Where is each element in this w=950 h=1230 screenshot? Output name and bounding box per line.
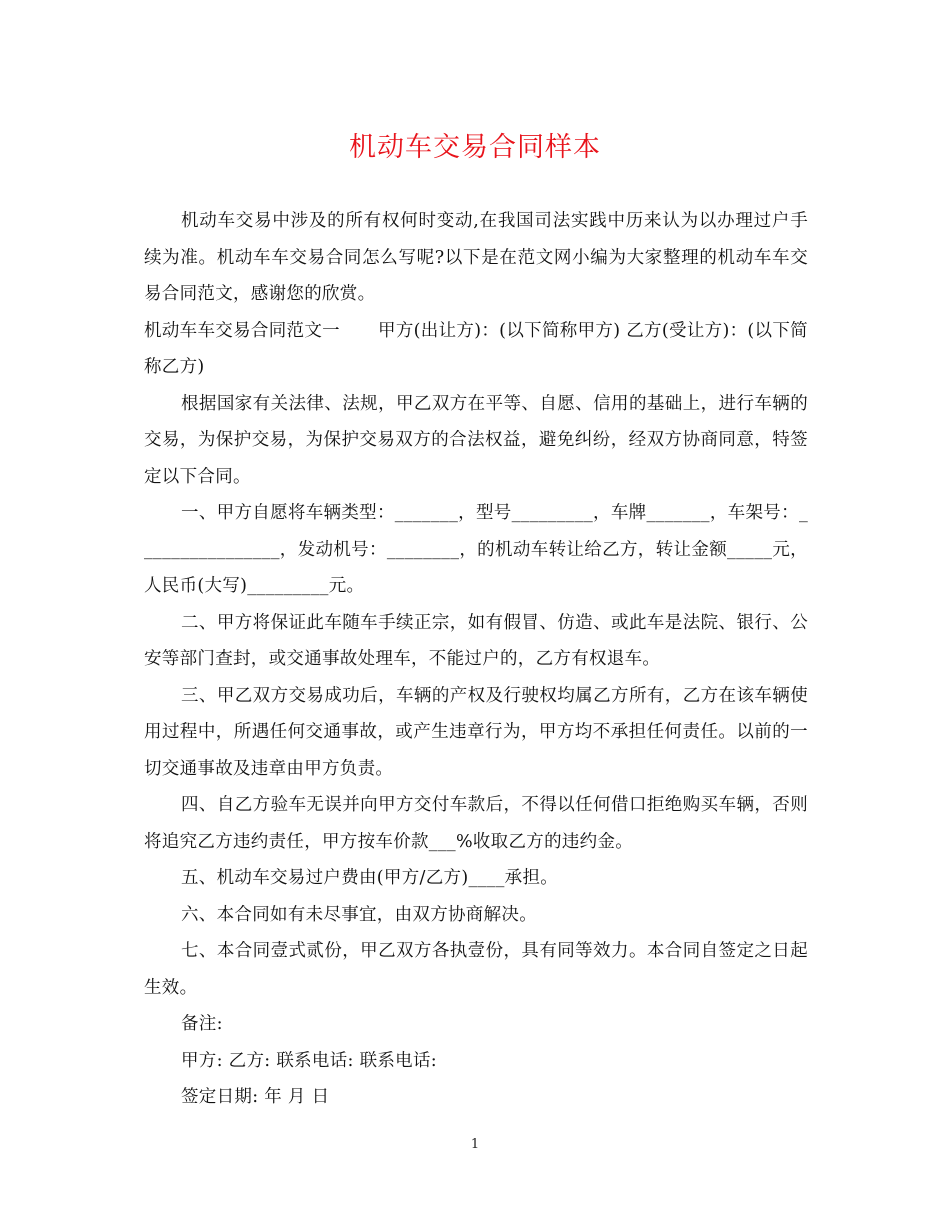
page-number: 1 — [470, 1137, 480, 1152]
parties-text: 甲方(出让方)：(以下简称甲方) 乙方(受让方)：(以下简称乙方) — [144, 320, 808, 377]
preamble-paragraph: 根据国家有关法律、法规，甲乙双方在平等、自愿、信用的基础上，进行车辆的交易，为保护交易，为保护交易双方的合法权益，避免纠纷，经双方协商同意，特签定以下合同。 — [144, 393, 808, 487]
remarks-line: 备注: — [181, 1014, 223, 1034]
intro-paragraph: 机动车交易中涉及的所有权何时变动,在我国司法实践中历来认为以办理过户手续为准。机动车车交易合同怎么写呢?以下是在范文网小编为大家整理的机动车车交易合同范文，感谢您的欣赏。 — [144, 211, 808, 304]
sample-heading: 机动车车交易合同范文一 — [144, 320, 340, 341]
clause-1: 一、甲方自愿将车辆类型：_______，型号_________，车牌_______，车架号：________________，发动机号：________，的机动车转让给乙方，转让金额_____元，人民币(大写)_________元。 — [144, 503, 808, 596]
signature-line: 甲方: 乙方: 联系电话: 联系电话: — [181, 1050, 437, 1071]
clause-7: 七、本合同壹式贰份，甲乙双方各执壹份，具有同等效力。本合同自签定之日起生效。 — [144, 941, 808, 998]
document-body — [144, 203, 808, 1116]
clause-4: 四、自乙方验车无误并向甲方交付车款后，不得以任何借口拒绝购买车辆，否则将追究乙方违约责任，甲方按车价款___%收取乙方的违约金。 — [144, 795, 808, 852]
sign-date-line: 签定日期: 年 月 日 — [181, 1087, 330, 1107]
clause-3: 三、甲乙双方交易成功后，车辆的产权及行驶权均属乙方所有，乙方在该车辆使用过程中，所遇任何交通事故，或产生违章行为，甲方均不承担任何责任。以前的一切交通事故及违章由甲方负责。 — [144, 685, 808, 779]
sample-heading-line — [144, 313, 808, 386]
clause-5: 五、机动车交易过户费由(甲方/乙方)____承担。 — [181, 868, 559, 888]
clause-6: 六、本合同如有未尽事宜，由双方协商解决。 — [181, 904, 537, 925]
clause-2: 二、甲方将保证此车随车手续正宗，如有假冒、仿造、或此车是法院、银行、公安等部门查封，或交通事故处理车，不能过户的，乙方有权退车。 — [144, 612, 808, 669]
document-title: 机动车交易合同样本 — [349, 132, 601, 163]
